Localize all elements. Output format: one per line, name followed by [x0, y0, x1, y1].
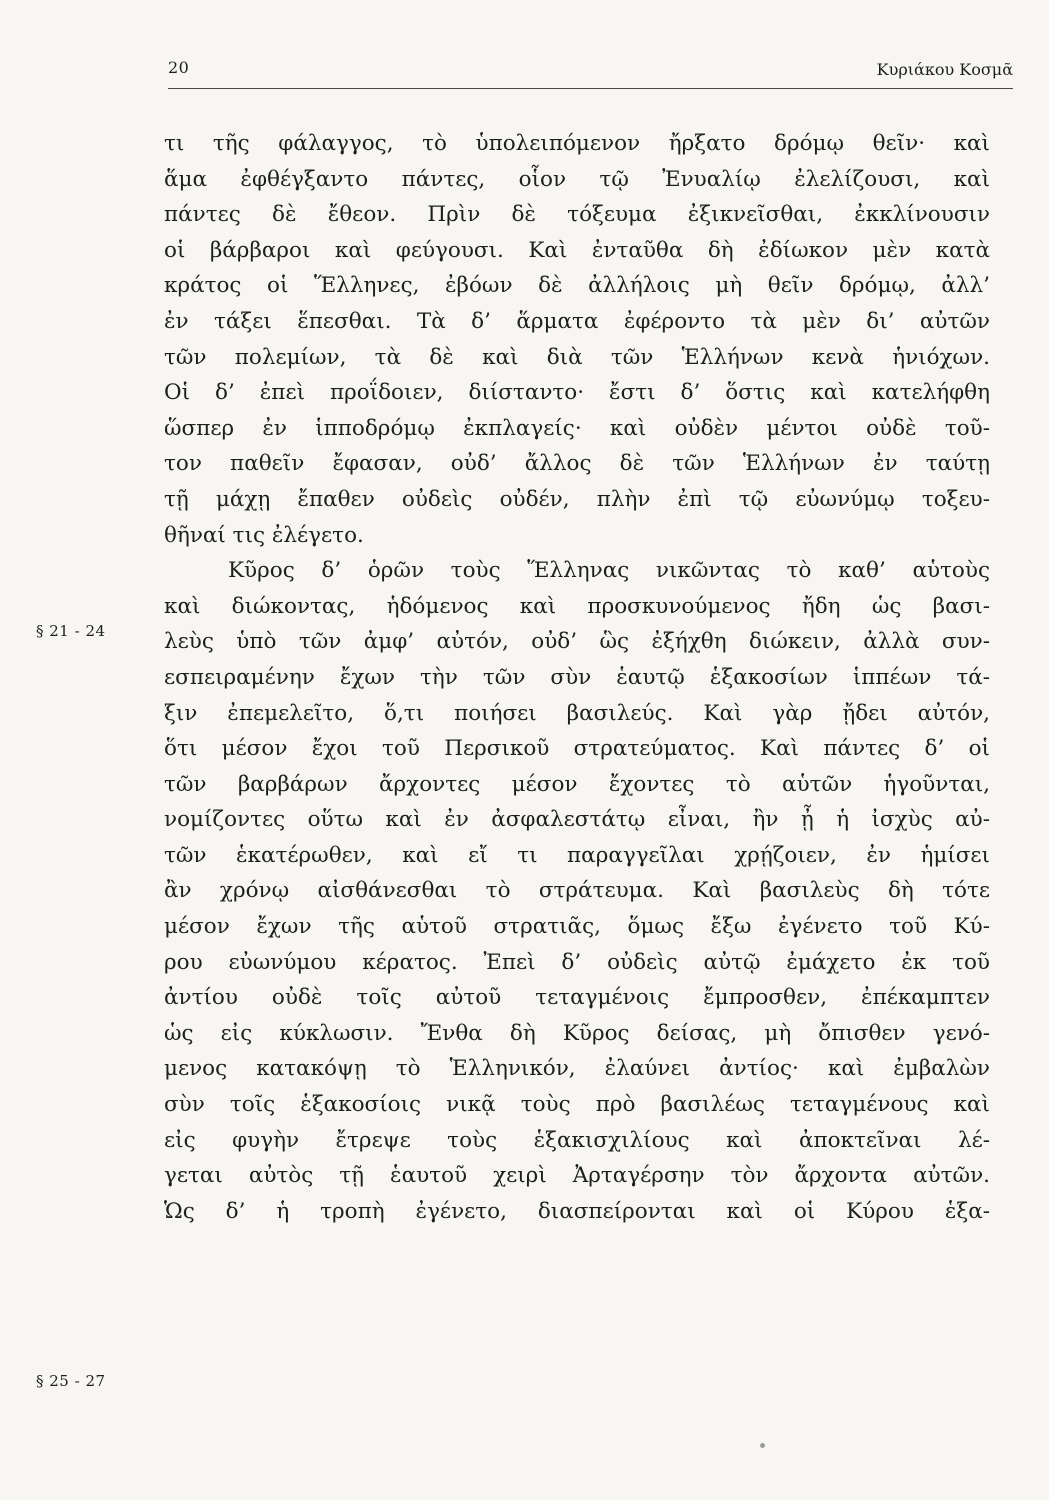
text-line: ρου εὐωνύμου κέρατος. Ἐπεὶ δ’ οὐδεὶς αὐτῷ ἐμάχετο ἐκ τοῦ	[164, 949, 990, 975]
text-line: εἰς φυγὴν ἔτρεψε τοὺς ἑξακισχιλίους καὶ ἀποκτεῖναι λέ-	[164, 1127, 990, 1153]
text-line: Ὡς δ’ ἡ τροπὴ ἐγένετο, διασπείρονται καὶ οἱ Κύρου ἑξα-	[164, 1198, 990, 1224]
text-line: ξιν ἐπεμελεῖτο, ὅ,τι ποιήσει βασιλεύς. Καὶ γὰρ ᾔδει αὐτόν,	[164, 700, 990, 726]
text-line: πάντες δὲ ἔθεον. Πρὶν δὲ τόξευμα ἐξικνεῖσθαι, ἐκκλίνουσιν	[164, 202, 990, 228]
section-marker: § 25 - 27	[36, 1372, 106, 1390]
text-line: ἐν τάξει ἕπεσθαι. Τὰ δ’ ἅρματα ἐφέροντο τὰ μὲν δι’ αὐτῶν	[164, 308, 990, 334]
text-line: ὡς εἰς κύκλωσιν. Ἔνθα δὴ Κῦρος δείσας, μὴ ὄπισθεν γενό-	[164, 1020, 990, 1046]
text-line: τι τῆς φάλαγγος, τὸ ὑπολειπόμενον ἤρξατο δρόμῳ θεῖν· καὶ	[164, 131, 990, 156]
text-line: ἀντίου οὐδὲ τοῖς αὐτοῦ τεταγμένοις ἔμπροσθεν, ἐπέκαμπτεν	[164, 985, 990, 1011]
body-text	[164, 126, 990, 1265]
text-line: τῇ μάχῃ ἔπαθεν οὐδεὶς οὐδέν, πλὴν ἐπὶ τῷ εὐωνύμῳ τοξευ-	[164, 486, 990, 512]
text-line: τον παθεῖν ἔφασαν, οὐδ’ ἄλλος δὲ τῶν Ἑλλήνων ἐν ταύτῃ	[164, 451, 990, 477]
section-marker: § 21 - 24	[36, 622, 106, 640]
text-line: Οἱ δ’ ἐπεὶ προΐδοιεν, διίσταντο· ἔστι δ’ ὅστις καὶ κατελήφθη	[164, 380, 990, 406]
text-line: ἂν χρόνῳ αἰσθάνεσθαι τὸ στράτευμα. Καὶ βασιλεὺς δὴ τότε	[164, 878, 990, 904]
text-line: λεὺς ὑπὸ τῶν ἀμφ’ αὐτόν, οὐδ’ ὣς ἐξήχθη διώκειν, ἀλλὰ συν-	[164, 629, 990, 655]
text-line: μενος κατακόψῃ τὸ Ἑλληνικόν, ἐλαύνει ἀντίος· καὶ ἐμβαλὼν	[164, 1056, 990, 1082]
text-line: ὥσπερ ἐν ἱπποδρόμῳ ἐκπλαγείς· καὶ οὐδὲν μέντοι οὐδὲ τοῦ-	[164, 415, 990, 441]
text-line: οἱ βάρβαροι καὶ φεύγουσι. Καὶ ἐνταῦθα δὴ ἐδίωκον μὲν κατὰ	[164, 237, 990, 263]
text-line: ὅτι μέσον ἔχοι τοῦ Περσικοῦ στρατεύματος. Καὶ πάντες δ’ οἱ	[164, 736, 990, 762]
text-line: Κῦρος δ’ ὁρῶν τοὺς Ἕλληνας νικῶντας τὸ καθ’ αὑτοὺς	[228, 558, 990, 584]
text-line: σὺν τοῖς ἑξακοσίοις νικᾷ τοὺς πρὸ βασιλέως τεταγμένους καὶ	[164, 1092, 990, 1118]
ink-speck	[760, 1443, 765, 1448]
text-line: θῆναί τις ἐλέγετο.	[164, 522, 364, 548]
text-line: τῶν πολεμίων, τὰ δὲ καὶ διὰ τῶν Ἑλλήνων κενὰ ἡνιόχων.	[164, 344, 990, 370]
text-line	[164, 1229, 990, 1265]
page-number: 20	[168, 58, 190, 77]
text-line: γεται αὐτὸς τῇ ἑαυτοῦ χειρὶ Ἀρταγέρσην τὸν ἄρχοντα αὐτῶν.	[164, 1163, 990, 1189]
text-line: μέσον ἔχων τῆς αὑτοῦ στρατιᾶς, ὅμως ἔξω ἐγένετο τοῦ Κύ-	[164, 914, 990, 940]
text-line: ἅμα ἐφθέγξαντο πάντες, οἷον τῷ Ἐνυαλίῳ ἐλελίζουσι, καὶ	[164, 166, 990, 192]
text-line: νομίζοντες οὕτω καὶ ἐν ἀσφαλεστάτῳ εἶναι, ἢν ᾖ ἡ ἰσχὺς αὐ-	[164, 807, 990, 833]
text-line: τῶν βαρβάρων ἄρχοντες μέσον ἔχοντες τὸ αὑτῶν ἡγοῦνται,	[164, 771, 990, 797]
text-line: καὶ διώκοντας, ἡδόμενος καὶ προσκυνούμενος ἤδη ὡς βασι-	[164, 593, 990, 619]
text-line: τῶν ἑκατέρωθεν, καὶ εἴ τι παραγγεῖλαι χρῄζοιεν, ἐν ἡμίσει	[164, 842, 990, 868]
running-head: Κυριάκου Κοσμᾶ	[876, 60, 1013, 79]
page-header	[168, 58, 1013, 89]
text-line: κράτος οἱ Ἕλληνες, ἐβόων δὲ ἀλλήλοις μὴ θεῖν δρόμῳ, ἀλλ’	[164, 273, 990, 299]
text-line: εσπειραμένην ἔχων τὴν τῶν σὺν ἑαυτῷ ἑξακοσίων ἱππέων τά-	[164, 664, 990, 690]
